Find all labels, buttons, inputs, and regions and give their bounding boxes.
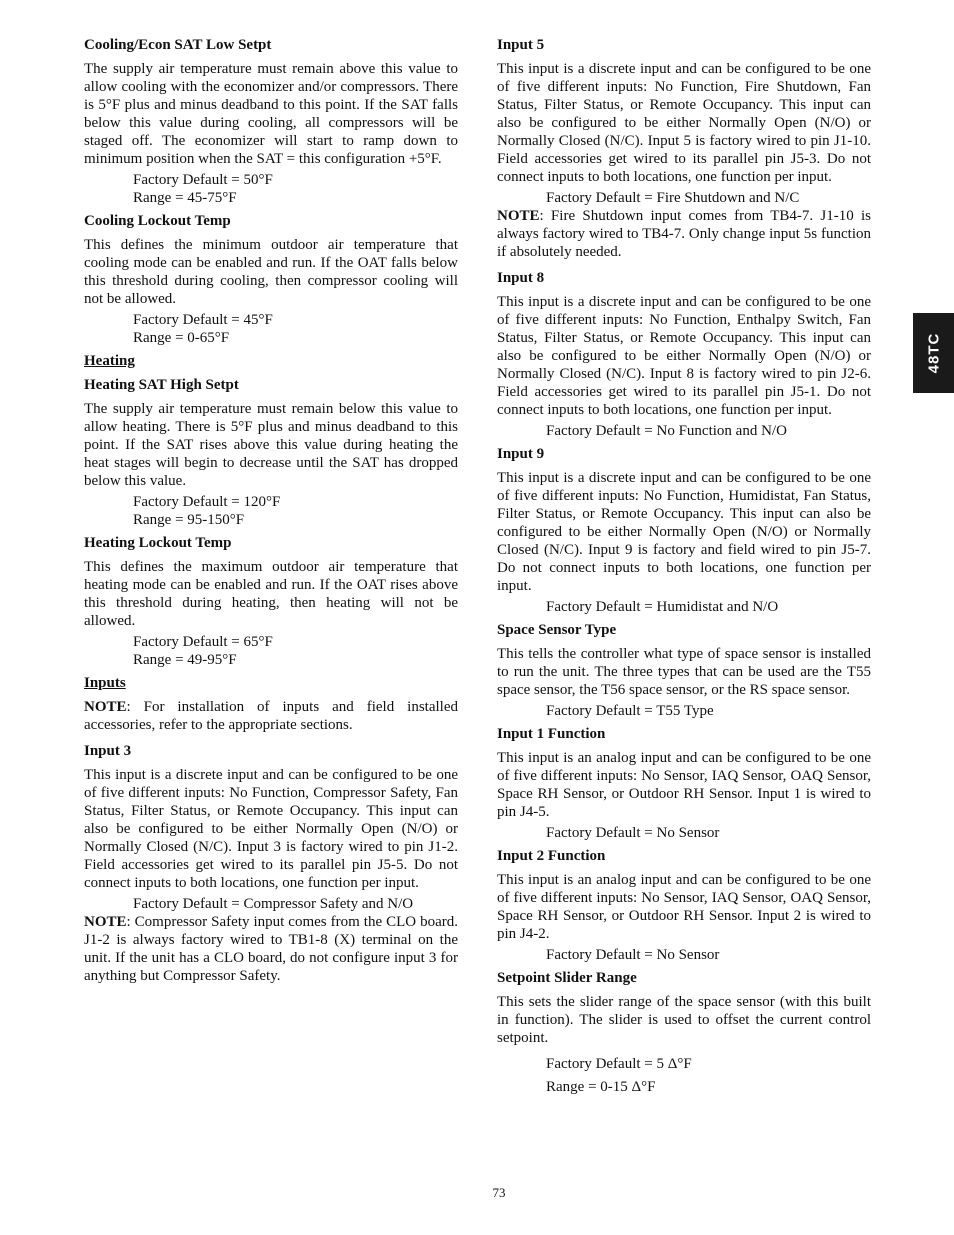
paragraph-space-sensor-type: This tells the controller what type of space sensor is installed to run the unit. The three types that can be used are the T55 space sensor, the T56 space sensor, or the RS space sensor. [497, 646, 871, 698]
paragraph-cooling-lockout: This defines the minimum outdoor air temperature that cooling mode can be enabled and run. If the OAT falls below this threshold during cooling, then compressor cooling will not be allowed. [84, 237, 458, 307]
paragraph-input-1-function: This input is an analog input and can be configured to be one of five different inputs: No Sensor, IAQ Sensor, OAQ Sensor, Space RH Sensor, or Outdoor RH Sensor. Input 1 is wired to pin J4-5. [497, 750, 871, 820]
factory-default-input-9: Factory Default = Humidistat and N/O [546, 599, 779, 615]
heading-input-1-function: Input 1 Function [497, 726, 606, 742]
page-number: 73 [492, 1185, 506, 1200]
paragraph-input-5: This input is a discrete input and can be configured to be one of five different inputs: No Function, Fire Shutdown, Fan Status, Filter Status, or Remote Occupancy. This input can also be configured to be either Normally Open (N/O) or Normally Closed (N/C). Input 5 is factory wired to pin J1-10. Field accessories get wired to its parallel pin J5-3. Do not connect inputs to both locations, one function per input. [497, 61, 871, 185]
factory-default-heating-sat: Factory Default = 120°F [133, 494, 281, 510]
factory-default-space-sensor-type: Factory Default = T55 Type [546, 703, 714, 719]
heading-input-3: Input 3 [84, 743, 132, 759]
heading-input-5: Input 5 [497, 37, 545, 53]
note-label: NOTE [84, 699, 127, 715]
paragraph-heating-lockout: This defines the maximum outdoor air temperature that heating mode can be enabled and run. If the OAT rises above this threshold during heating, then heating will not be allowed. [84, 559, 458, 629]
factory-default-input-1-function: Factory Default = No Sensor [546, 825, 720, 841]
paragraph-input-8: This input is a discrete input and can be configured to be one of five different inputs: No Function, Enthalpy Switch, Fan Status, Filter Status, or Remote Occupancy. This input can also be configured to be either Normally Open (N/O) or Normally Closed (N/C). Input 8 is factory wired to pin J2-6. Field accessories get wired to its parallel pin J5-1. Do not connect inputs to both locations, one function per input. [497, 294, 871, 418]
paragraph-input-3: This input is a discrete input and can be configured to be one of five different inputs: No Function, Compressor Safety, Fan Status, Filter Status, or Remote Occupancy. This input can also be configured to be either Normally Open (N/O) or Normally Closed (N/C). Input 3 is factory wired to pin J1-2. Field accessories get wired to its parallel pin J5-5. Do not connect inputs to both locations, one function per input. [84, 767, 458, 891]
heading-cooling-lockout-temp: Cooling Lockout Temp [84, 213, 231, 229]
paragraph-input-2-function: This input is an analog input and can be configured to be one of five different inputs: No Sensor, IAQ Sensor, OAQ Sensor, Space RH Sensor, or Outdoor RH Sensor. Input 2 is wired to pin J4-2. [497, 872, 871, 942]
side-tab-48tc [913, 313, 954, 393]
note-label: NOTE [497, 208, 540, 224]
note-text: : Compressor Safety input comes from the CLO board. J1-2 is always factory wired to TB1-8 (X) terminal on the unit. If the unit has a CLO board, do not configure input 3 for anything but Compressor Safety. [84, 914, 458, 984]
factory-default-input-8: Factory Default = No Function and N/O [546, 423, 787, 439]
note-input-3 [84, 913, 458, 985]
note-text: : For installation of inputs and field installed accessories, refer to the appropriate sections. [84, 699, 458, 733]
section-heading-heating: Heating [84, 353, 135, 369]
heading-setpoint-slider-range: Setpoint Slider Range [497, 970, 637, 986]
factory-default-input-3: Factory Default = Compressor Safety and N/O [133, 896, 414, 912]
range-setpoint-slider-range: Range = 0-15 Δ°F [546, 1079, 656, 1095]
range-cooling-econ: Range = 45-75°F [133, 190, 237, 206]
factory-default-cooling-lockout: Factory Default = 45°F [133, 312, 273, 328]
left-column [84, 36, 458, 988]
factory-default-input-2-function: Factory Default = No Sensor [546, 947, 720, 963]
range-heating-sat: Range = 95-150°F [133, 512, 245, 528]
heading-space-sensor-type: Space Sensor Type [497, 622, 617, 638]
heading-input-2-function: Input 2 Function [497, 848, 606, 864]
note-label: NOTE [84, 914, 127, 930]
factory-default-cooling-econ: Factory Default = 50°F [133, 172, 273, 188]
paragraph-input-9: This input is a discrete input and can be configured to be one of five different inputs: No Function, Humidistat, Fan Status, Filter Status, or Remote Occupancy. This input can also be configured to be either Normally Open (N/O) or Normally Closed (N/C). Input 9 is factory and field wired to pin J5-7. Do not connect inputs to both locations, one function per input. [497, 470, 871, 594]
range-heating-lockout: Range = 49-95°F [133, 652, 237, 668]
factory-default-heating-lockout: Factory Default = 65°F [133, 634, 273, 650]
factory-default-input-5: Factory Default = Fire Shutdown and N/C [546, 190, 800, 206]
factory-default-setpoint-slider-range: Factory Default = 5 Δ°F [546, 1056, 692, 1072]
note-input-5 [497, 207, 871, 261]
heading-cooling-econ-sat-low-setpt: Cooling/Econ SAT Low Setpt [84, 37, 272, 53]
right-column [497, 36, 871, 1096]
note-text: : Fire Shutdown input comes from TB4-7. J1-10 is always factory wired to TB4-7. Only change input 5s function if absolutely needed. [497, 208, 871, 260]
side-tab-label: 48TC [925, 332, 942, 374]
note-inputs [84, 698, 458, 734]
heading-heating-lockout-temp: Heating Lockout Temp [84, 535, 232, 551]
heading-input-8: Input 8 [497, 270, 545, 286]
paragraph-heating-sat: The supply air temperature must remain below this value to allow heating. There is 5°F plus and minus deadband to this point. If the SAT rises above this value during heating the heat stages will begin to decrease until the SAT has dropped below this value. [84, 401, 458, 489]
paragraph-setpoint-slider-range: This sets the slider range of the space sensor (with this built in function). The slider is used to offset the current control setpoint. [497, 994, 871, 1046]
paragraph-cooling-econ: The supply air temperature must remain above this value to allow cooling with the economizer and/or compressors. There is 5°F plus and minus deadband to this point. If the SAT falls below this value during cooling, all compressors will be staged off. The economizer will start to ramp down to minimum position when the SAT = this configuration +5°F. [84, 61, 458, 167]
heading-heating-sat-high-setpt: Heating SAT High Setpt [84, 377, 239, 393]
section-heading-inputs: Inputs [84, 675, 126, 691]
range-cooling-lockout: Range = 0-65°F [133, 330, 230, 346]
heading-input-9: Input 9 [497, 446, 545, 462]
